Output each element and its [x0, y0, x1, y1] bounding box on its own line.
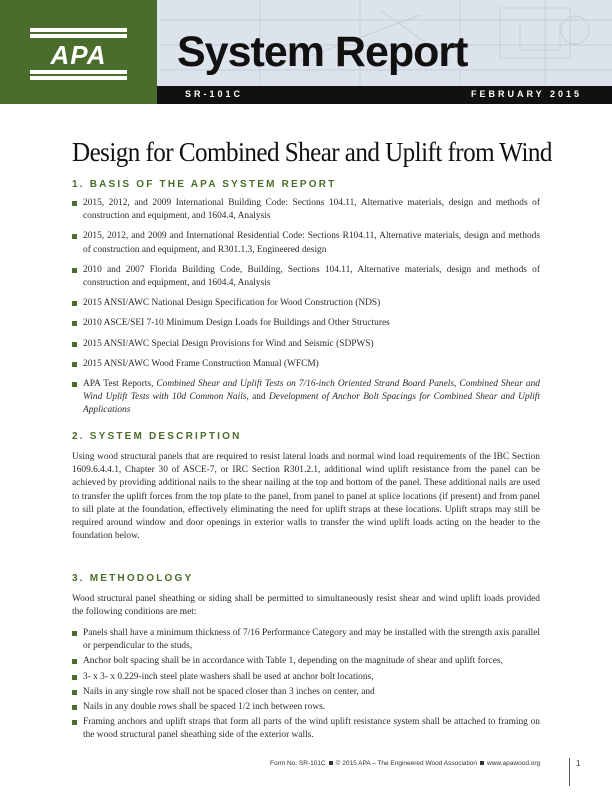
document-title: Design for Combined Shear and Uplift from Wind [72, 137, 552, 167]
bullet-icon [72, 631, 77, 636]
logo-rule-top [30, 28, 127, 32]
list-item: 2015, 2012, and 2009 and International Residential Code: Sections R104.11, Alternative materials, design and methods of construction and equipment, and R301.1.3, Engineered design [72, 230, 540, 256]
list-item: Nails in any single row shall not be spaced closer than 3 inches on center, and [72, 686, 540, 699]
separator-icon [329, 761, 333, 765]
logo-text: APA [50, 40, 107, 70]
logo-rule-bottom [30, 70, 127, 74]
list-item: 2015 ANSI/AWC Wood Frame Construction Manual (WFCM) [72, 358, 540, 371]
separator-icon [480, 761, 484, 765]
section-1-heading: 1. BASIS OF THE APA SYSTEM REPORT [72, 179, 337, 190]
page-number: 1 [576, 759, 581, 768]
list-item: Framing anchors and uplift straps that form all parts of the wind uplift resistance system shall be attached to framing on the wood structural panel sheathing side of the exterior walls. [72, 716, 540, 742]
bullet-icon [72, 705, 77, 710]
bullet-icon [72, 301, 77, 306]
list-item: 2010 ASCE/SEI 7-10 Minimum Design Loads for Buildings and Other Structures [72, 317, 540, 330]
list-item: 2015 ANSI/AWC National Design Specification for Wood Construction (NDS) [72, 297, 540, 310]
bullet-icon [72, 201, 77, 206]
list-item: 2015 ANSI/AWC Special Design Provisions for Wind and Seismic (SDPWS) [72, 338, 540, 351]
bullet-icon [72, 675, 77, 680]
section-1-list [72, 197, 540, 418]
header-bar [157, 86, 612, 104]
list-item: Anchor bolt spacing shall be in accordance with Table 1, depending on the magnitude of shear and uplift forces, [72, 655, 540, 668]
list-item: Panels shall have a minimum thickness of 7/16 Performance Category and may be installed with the strength axis parallel or perpendicular to the studs, [72, 627, 540, 653]
report-type-title: System Report [177, 28, 468, 76]
section-2-heading: 2. SYSTEM DESCRIPTION [72, 431, 242, 442]
bullet-icon [72, 234, 77, 239]
report-date: FEBRUARY 2015 [470, 89, 582, 99]
footer [270, 760, 540, 767]
logo-rule-bottom-2 [30, 76, 127, 80]
section-2-body: Using wood structural panels that are required to resist lateral loads and normal wind load requirements of the IBC Section 1609.6.4.4.1, Chapter 30 of ASCE-7, or IRC Section R301.2.1, additional wind uplift resistance from the panel can be achieved by providing additional nails to the shear nailing at the top and bottom of the panel. These additional nails are used to transfer the uplift forces from the top plate to the panel, from panel to panel at splice locations (if present) and from panel to sill plate at the foundation, effectively eliminating the need for uplift straps at these locations. Uplift straps may still be required around window and door openings in exterior walls to transfer the wind uplift loads acting on the header to the foundation below. [72, 452, 540, 542]
bullet-icon [72, 342, 77, 347]
bullet-icon [72, 362, 77, 367]
list-item: APA Test Reports, Combined Shear and Uplift Tests on 7/16-inch Oriented Strand Board Panels, Combined Shear and Wind Uplift Tests with 10d Common Nails, and Development of Anchor Bolt Spacings for Combined Shear and Uplift Applications [72, 378, 540, 418]
bullet-icon [72, 382, 77, 387]
list-item: 2010 and 2007 Florida Building Code, Building, Sections 104.11, Alternative materials, design and methods of construction and equipment, and 1604.4, Analysis [72, 264, 540, 290]
form-number: Form No. SR-101C [270, 760, 326, 767]
copyright: © 2015 APA – The Engineered Wood Association [335, 760, 478, 767]
section-3-intro: Wood structural panel sheathing or siding shall be permitted to simultaneously resist shear and wind uplift loads provided the following conditions are met: [72, 594, 540, 618]
page-number-divider [569, 758, 570, 786]
list-item: 2015, 2012, and 2009 International Building Code: Sections 104.11, Alternative materials, design and methods of construction and equipment, and 1604.4, Analysis [72, 197, 540, 223]
apa-logo [0, 0, 157, 104]
bullet-icon [72, 720, 77, 725]
section-3-list [72, 627, 540, 743]
logo-rule-top-2 [30, 34, 127, 38]
website-link[interactable]: www.apawood.org [487, 760, 541, 767]
bullet-icon [72, 321, 77, 326]
section-3-heading: 3. METHODOLOGY [72, 573, 194, 584]
bullet-icon [72, 690, 77, 695]
report-number: SR-101C [185, 89, 244, 99]
bullet-icon [72, 268, 77, 273]
bullet-icon [72, 659, 77, 664]
list-item: Nails in any double rows shall be spaced 1/2 inch between rows. [72, 701, 540, 714]
list-item: 3- x 3- x 0.229-inch steel plate washers shall be used at anchor bolt locations, [72, 671, 540, 684]
